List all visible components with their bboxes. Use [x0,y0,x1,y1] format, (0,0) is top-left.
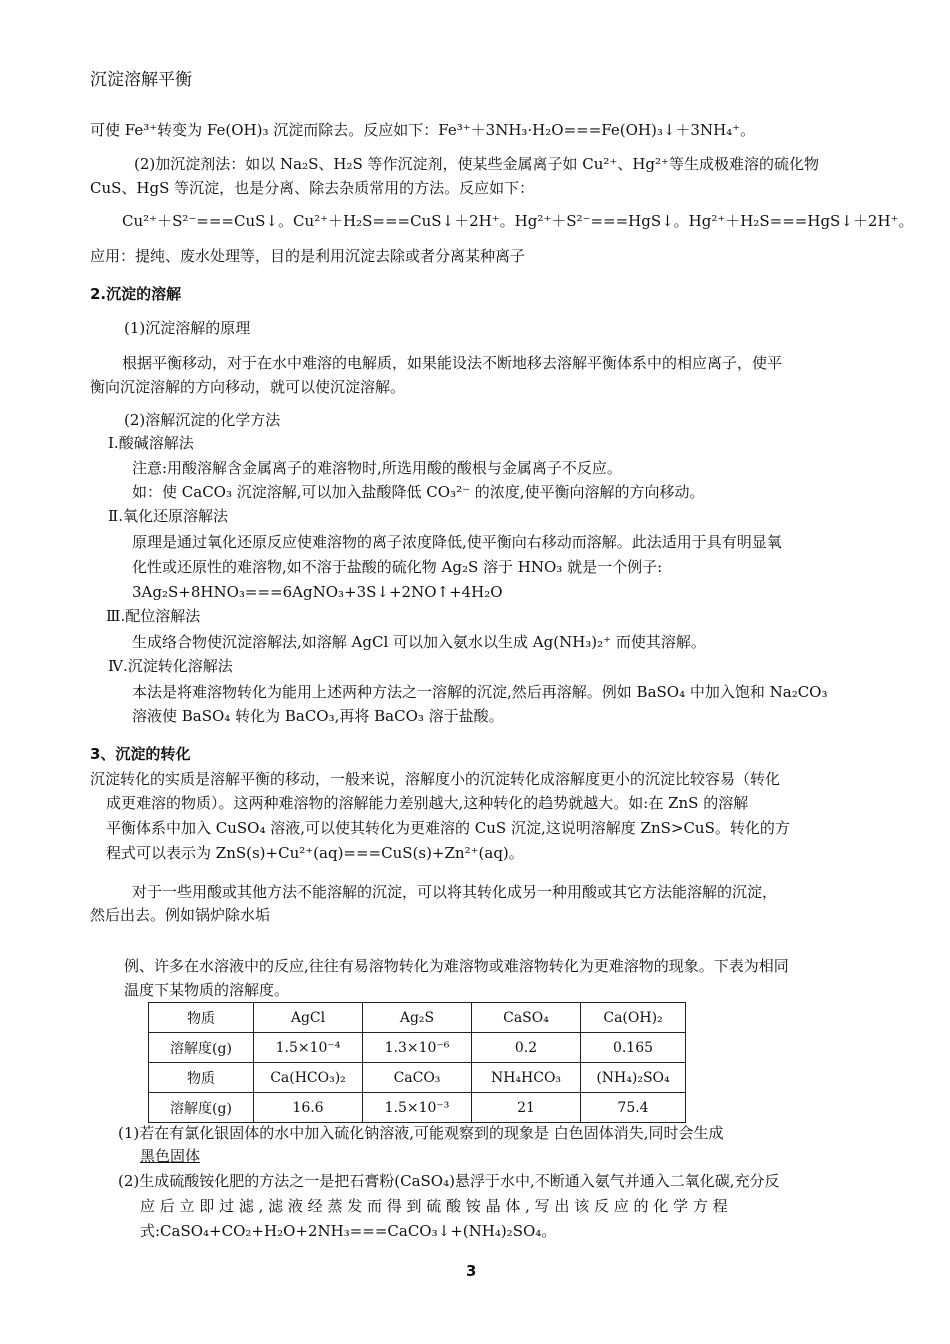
section-heading: 2.沉淀的溶解 [90,285,182,303]
table-cell: CaSO₄ [472,1003,581,1033]
text-line: Cu²⁺＋S²⁻===CuS↓。Cu²⁺＋H₂S===CuS↓＋2H⁺。Hg²⁺＋S²⁻===HgS↓。Hg²⁺＋H₂S===HgS↓＋2H⁺。 [122,212,914,230]
table-cell: Ca(HCO₃)₂ [254,1063,363,1093]
text-line: 原理是通过氧化还原反应使难溶物的离子浓度降低,使平衡向右移动而溶解。此法适用于具有明显氧 [132,533,782,551]
text-line: 程式可以表示为 ZnS(s)+Cu²⁺(aq)===CuS(s)+Zn²⁺(aq)。 [106,844,524,862]
question-line: 应 后 立 即 过 滤 , 滤 液 经 蒸 发 而 得 到 硫 酸 铵 晶 体 , 写 出 该 反 应 的 化 学 方 程 [140,1197,728,1215]
text-line: CuS、HgS 等沉淀，也是分离、除去杂质常用的方法。反应如下： [90,179,535,197]
table-cell: 物质 [149,1063,254,1093]
text-line: 温度下某物质的溶解度。 [124,981,290,999]
text-line: 可使 Fe³⁺转变为 Fe(OH)₃ 沉淀而除去。反应如下：Fe³⁺＋3NH₃·H₂O===Fe(OH)₃↓＋3NH₄⁺。 [90,121,756,139]
table-cell: 溶解度(g) [149,1033,254,1063]
question-line: (1)若在有氯化银固体的水中加入硫化钠溶液,可能观察到的现象是 白色固体消失,同时会生成 [118,1124,724,1142]
text-line: 溶液使 BaSO₄ 转化为 BaCO₃,再将 BaCO₃ 溶于盐酸。 [132,707,504,725]
text-line: 根据平衡移动，对于在水中难溶的电解质，如果能设法不断地移去溶解平衡体系中的相应离子，使平 [122,354,783,372]
table-cell: 1.5×10⁻³ [363,1093,472,1123]
text-line: 平衡体系中加入 CuSO₄ 溶液,可以使其转化为更难溶的 CuS 沉淀,这说明溶解度 ZnS>CuS。转化的方 [106,819,790,837]
text-line: 成更难溶的物质）。这两种难溶物的溶解能力差别越大,这种转化的趋势就越大。如:在 ZnS 的溶解 [106,794,749,812]
table-cell: 溶解度(g) [149,1093,254,1123]
text-line: 衡向沉淀溶解的方向移动，就可以使沉淀溶解。 [90,378,406,396]
question-line: (2)生成硫酸铵化肥的方法之一是把石膏粉(CaSO₄)悬浮于水中,不断通入氨气并通入二氧化碳,充分反 [118,1172,780,1190]
table-cell: AgCl [254,1003,363,1033]
table-cell: 16.6 [254,1093,363,1123]
section-heading: 3、沉淀的转化 [90,745,191,763]
table-cell: 1.3×10⁻⁶ [363,1033,472,1063]
table-cell: 0.165 [581,1033,686,1063]
table-row [149,1063,686,1093]
answer-line: 黑色固体 [140,1147,201,1165]
text-line: 如：使 CaCO₃ 沉淀溶解,可以加入盐酸降低 CO₃²⁻ 的浓度,使平衡向溶解的方向移动。 [132,483,705,501]
table-cell: Ca(OH)₂ [581,1003,686,1033]
table-cell: 75.4 [581,1093,686,1123]
text-line: Ⅳ.沉淀转化溶解法 [108,657,233,675]
table-row [149,1003,686,1033]
text-line: 对于一些用酸或其他方法不能溶解的沉淀，可以将其转化成另一种用酸或其它方法能溶解的沉淀， [132,883,778,901]
table-row [149,1033,686,1063]
text-line: 注意:用酸溶解含金属离子的难溶物时,所选用酸的酸根与金属离子不反应。 [132,459,622,477]
page-header: 沉淀溶解平衡 [90,70,192,90]
text-line: (1)沉淀溶解的原理 [124,319,251,337]
text-line: (2)加沉淀剂法：如以 Na₂S、H₂S 等作沉淀剂，使某些金属离子如 Cu²⁺、Hg²⁺等生成极难溶的硫化物 [134,155,819,173]
text-line: 例、许多在水溶液中的反应,往往有易溶物转化为难溶物或难溶物转化为更难溶物的现象。下表为相同 [124,957,789,975]
text-line: 生成络合物使沉淀溶解法,如溶解 AgCl 可以加入氨水以生成 Ag(NH₃)₂⁺ 而使其溶解。 [132,633,706,651]
answer-line: 式:CaSO₄+CO₂+H₂O+2NH₃===CaCO₃↓+(NH₄)₂SO₄。 [140,1222,557,1240]
page-number: 3 [466,1262,477,1280]
table-cell: 1.5×10⁻⁴ [254,1033,363,1063]
table-cell: 21 [472,1093,581,1123]
table-cell: CaCO₃ [363,1063,472,1093]
text-line: 应用：提纯、废水处理等，目的是利用沉淀去除或者分离某种离子 [90,247,526,265]
text-line: (2)溶解沉淀的化学方法 [124,411,281,429]
text-line: 然后出去。例如锅炉除水垢 [90,906,271,924]
text-line: 化性或还原性的难溶物,如不溶于盐酸的硫化物 Ag₂S 溶于 HNO₃ 就是一个例子: [132,558,663,576]
table-cell: Ag₂S [363,1003,472,1033]
table-cell: 0.2 [472,1033,581,1063]
table-cell: 物质 [149,1003,254,1033]
table-row [149,1093,686,1123]
text-line: Ⅱ.氧化还原溶解法 [108,507,228,525]
text-line: Ⅲ.配位溶解法 [106,607,201,625]
text-line: 本法是将难溶物转化为能用上述两种方法之一溶解的沉淀,然后再溶解。例如 BaSO₄ 中加入饱和 Na₂CO₃ [132,683,828,701]
text-line: Ⅰ.酸碱溶解法 [108,434,194,452]
table-cell: (NH₄)₂SO₄ [581,1063,686,1093]
text-line: 3Ag₂S+8HNO₃===6AgNO₃+3S↓+2NO↑+4H₂O [132,583,503,601]
table-cell: NH₄HCO₃ [472,1063,581,1093]
text-line: 沉淀转化的实质是溶解平衡的移动，一般来说，溶解度小的沉淀转化成溶解度更小的沉淀比较容易（转化 [90,770,781,788]
solubility-table [148,1002,686,1123]
